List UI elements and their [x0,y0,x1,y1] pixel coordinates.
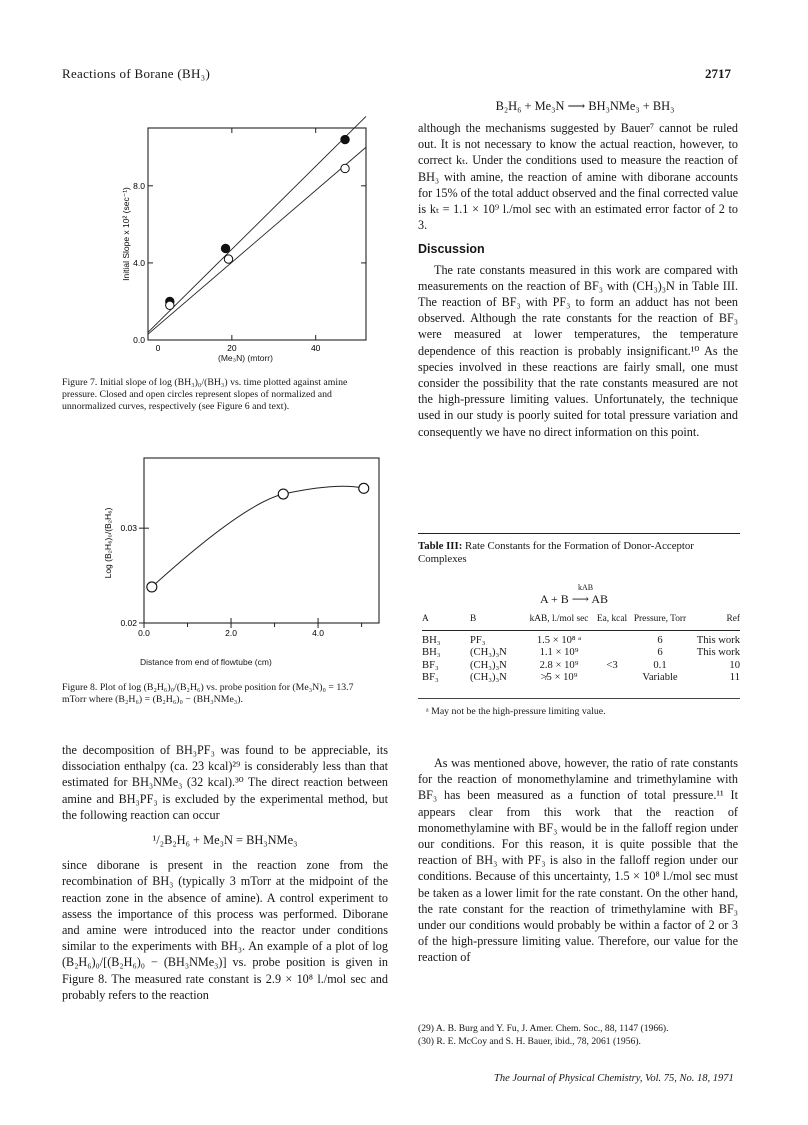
figure-8-y-label: Log (B₂H₆)₀/(B₂H₆) [103,507,113,579]
table-cell: (CH₃)₃N [470,659,507,671]
figure-8-caption: Figure 8. Plot of log (B₂H₆)₀/(B₂H₆) vs. probe position for (Me₃N)₀ = 13.7 mTorr where (B₂H₆) = (B₂H₆)₀ − (BH₃NMe₃). [62,682,354,706]
open-data-point [359,483,369,493]
paragraph-falloff: As was mentioned above, however, the ratio of rate constants for the reaction of monomethylamine and trimethylamine with BF₃ has been measured as a function of total pressure.¹¹ It appears clear from this work that the reaction of monomethylamine with BF₃ would be in the falloff region under our conditions. For this reason, it is quite possible that the reaction of BH₃ with PF₃ is also in the falloff region under our conditions. Because of this uncertainty, 1.5 × 10⁸ l./mol sec must be taken as a lower limit for the rate constant. On the other hand, the rate constant for the reaction of trimethylamine with BF₃ under our conditions would probably be within a factor of 2 or 3 of the high-pressure limiting value. Therefore, our value for the reaction of [418,756,738,965]
table-cell: This work [696,634,740,646]
table-row [422,672,740,685]
y-tick-label: 0.03 [120,523,137,534]
right-column-top [418,120,738,440]
table-cell: BH₃ [422,634,441,646]
figure-7-plot [121,116,366,353]
open-data-point [166,301,174,309]
open-data-point [224,255,232,263]
footnote-30: (30) R. E. McCoy and S. H. Bauer, ibid., 78, 2061 (1956). [418,1036,641,1047]
figure-8-x-label: Distance from end of flowtube (cm) [140,657,272,667]
table-cell: PF₃ [470,634,486,646]
table-rule-bottom [418,698,740,699]
table-cell: 10 [729,659,740,671]
y-tick-label: 0.02 [120,618,137,628]
table-3-label: Table III: [418,540,463,552]
y-tick-label: 0.0 [133,335,145,345]
paragraph-rate-correction: although the mechanisms suggested by Bauer⁷ cannot be ruled out. It is not necessary to know the actual reaction, however, to correct kₜ. Under the conditions used to measure the reaction of BH₃ with amine, the reaction of amine with diborane accounts for 15% of the total adduct observed and the final corrected value is kₜ = 1.1 × 10⁹ l./mol sec with an estimated error factor of 2 to 3. [418,121,738,233]
table-3-title-text: Rate Constants for the Formation of Donor-Acceptor Complexes [418,540,694,565]
table-cell [594,672,630,685]
table-3-reaction-label: kAB [578,583,594,592]
table-header: A [422,614,429,624]
footnotes [418,1022,748,1048]
figure-7-x-label: (Me₃N) (mtorr) [218,353,273,363]
table-cell: BH₃ [422,647,441,658]
y-tick-label: 8.0 [133,180,145,191]
table-cell: <3 [606,659,618,671]
x-tick-label: 20 [227,343,237,353]
figure-7-y-label: Initial Slope x 10² (sec⁻¹) [121,187,131,281]
open-data-point [278,489,288,499]
table-3-footnote: ᵃ May not be the high-pressure limiting value. [426,706,606,717]
table-cell: Variable [642,672,678,683]
table-cell [594,647,630,660]
table-header: B [470,614,477,624]
table-row [422,660,740,673]
table-header: Pressure, Torr [633,614,687,624]
table-cell: (CH₃)₃N [470,647,507,658]
running-title: Reactions of Borane (BH₃) [62,66,211,81]
discussion-heading: Discussion [418,242,485,257]
footnote-29: (29) A. B. Burg and Y. Fu, J. Amer. Chem. Soc., 88, 1147 (1966). [418,1023,669,1034]
open-fit-line [148,147,366,334]
paragraph-decomposition: the decomposition of BH₃PF₃ was found to be appreciable, its dissociation enthalpy (ca. 23 kcal)²⁹ is considerably less than that estimated for BH₃NMe₃ (32 kcal).³⁰ The direct reaction between amine and BH₃PF₃ is excluded by the experimental method, but the following reaction can occur [62,743,388,822]
y-tick-label: 4.0 [133,257,145,268]
table-cell: ≯5 × 10⁹ [540,672,578,683]
x-tick-label: 40 [310,343,321,353]
table-3 [422,613,740,685]
journal-footer: The Journal of Physical Chemistry, Vol. 75, No. 18, 1971 [494,1073,734,1084]
table-cell: 1.5 × 10⁸ ᵃ [536,634,582,646]
table-cell: 1.1 × 10⁹ [539,647,579,658]
figure-8 [92,448,392,658]
x-tick-label: 0 [155,343,161,353]
table-cell: 2.8 × 10⁹ [539,659,579,671]
table-cell [594,630,630,647]
table-header: Ref [726,614,740,624]
equation-1: B₂H₆ + Me₃N ⟶ BH₃NMe₃ + BH₃ [495,99,675,113]
figure-7 [92,110,392,370]
closed-data-point [221,244,229,252]
right-column-bottom [418,755,738,966]
table-3-title [418,540,738,566]
paragraph-discussion: The rate constants measured in this work are compared with measurements on the reaction of BF₃ with (CH₃)₃N in Table III. The reaction of BF₃ with PF₃ to form an adduct has not been observed. Although the rate constants for the reaction of BF₃ were measured at lower temperatures, the temperature dependence of this reaction is probably insignificant.¹⁰ As the species involved in these reactions are fairly small, one must consider the possibility that the rate constants measured are not the high-pressure limiting values. Unfortunately, the technique used in our study is poorly suited for total pressure variation and consequently we have no direct information on this point. [418,262,738,439]
table-cell: BF₃ [422,672,439,683]
x-tick-label: 2.0 [225,628,237,638]
left-column-bottom [62,742,388,1003]
figure-7-frame [148,128,366,340]
table-cell: 6 [657,647,663,658]
table-cell: 11 [729,672,740,683]
table-row [422,647,740,660]
closed-data-point [341,135,349,143]
paragraph-control-experiment: since diborane is present in the reaction zone from the recombination of BH₃ (typically 3 mTorr at the midpoint of the reaction zone in the absence of amine). A control experiment to assess the importance of this process was performed. Diborane and amine were introduced into the reactor under conditions similar to the experiments with BH₃. An example of a plot of log (B₂H₆)₀/[(B₂H₆)₀ − (BH₃NMe₃)] vs. probe position is given in Figure 8. The measured rate constant is 2.9 × 10⁸ l./mol sec and probably refers to the reaction [62,858,388,1002]
x-tick-label: 0.0 [138,628,150,638]
x-tick-label: 4.0 [312,628,324,638]
table-row [422,630,740,647]
figure-8-frame [144,458,379,623]
table-cell: BF₃ [422,659,439,671]
table-rule-top [418,533,740,534]
table-header: Ea, kcal [596,614,628,624]
table-cell: 6 [657,634,663,646]
open-data-point [147,582,157,592]
table-cell: This work [696,647,740,658]
fit-curve [152,486,364,587]
closed-fit-line [148,116,366,332]
table-header: kAB, l./mol sec [529,614,589,624]
figure-8-plot [103,458,379,638]
figure-7-caption: Figure 7. Initial slope of log (BH₃)₀/(BH₃) vs. time plotted against amine pressure. Closed and open circles represent slopes of normalized and unnormalized curves, respectively (see Figure 6 and text). [62,377,348,413]
page-number: 2717 [705,66,731,81]
table-cell: 0.1 [653,659,667,671]
table-header-row [422,613,740,626]
table-cell: (CH₃)₃N [470,672,507,683]
equation-2: ¹/₂B₂H₆ + Me₃N = BH₃NMe₃ [152,833,298,848]
table-3-reaction: A + B ⟶ AB [540,592,608,606]
open-data-point [341,164,349,172]
